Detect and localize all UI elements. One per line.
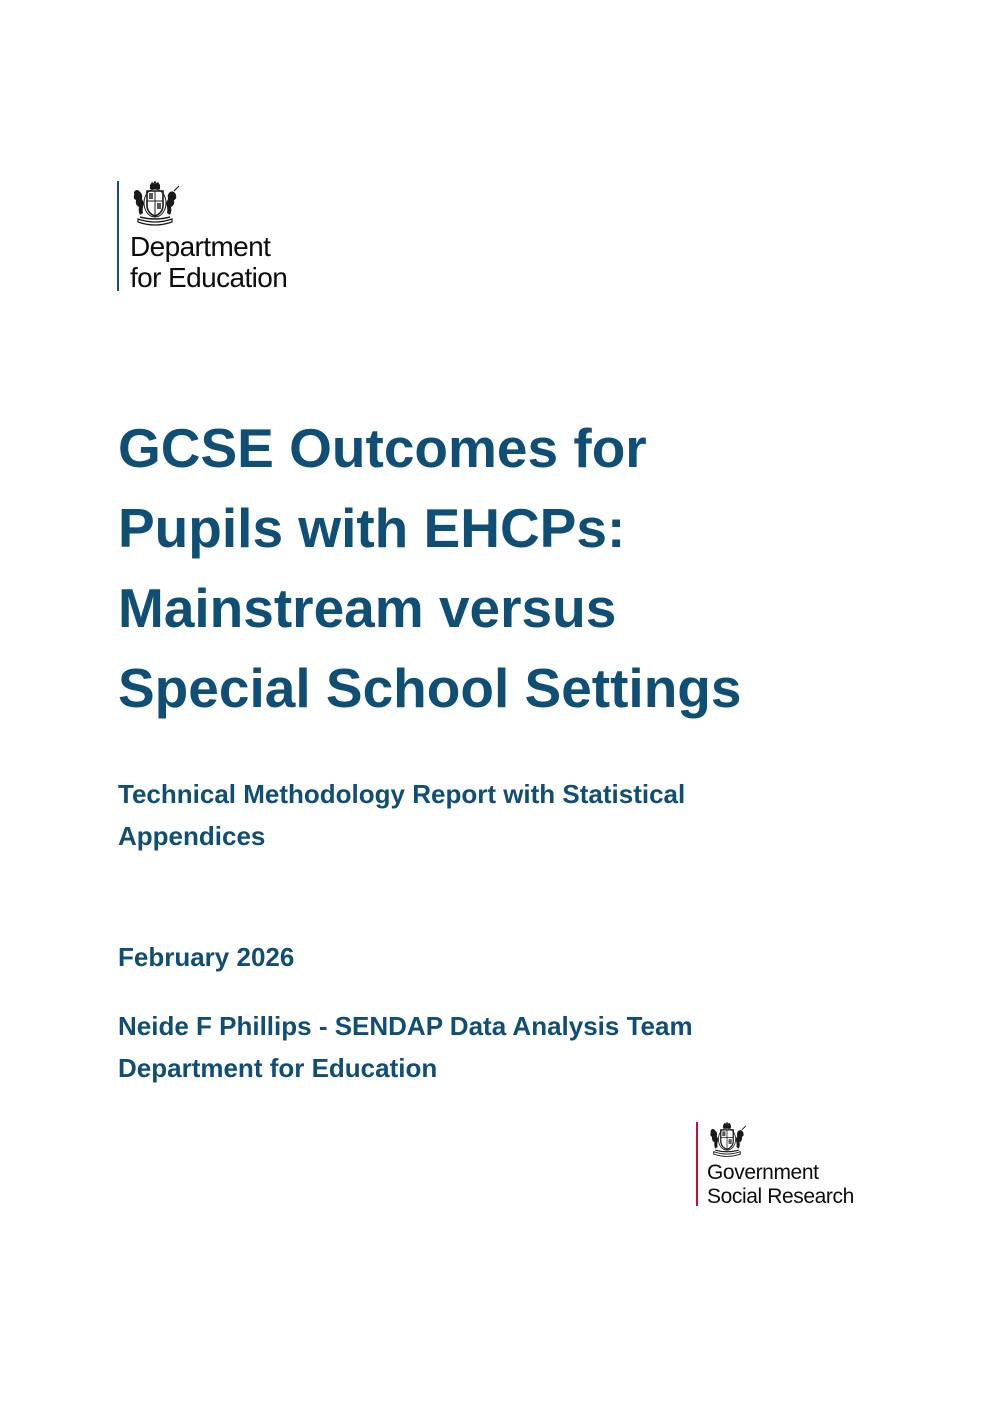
author-name-team: Neide F Phillips - SENDAP Data Analysis Team: [118, 1011, 693, 1041]
gsr-logo: [696, 1122, 854, 1208]
royal-coat-of-arms-icon: [130, 181, 180, 227]
report-title: [118, 408, 878, 728]
dfe-logo-text: [130, 231, 287, 293]
title-line: Pupils with EHCPs:: [118, 497, 626, 559]
subtitle-line: Appendices: [118, 821, 266, 851]
publication-date: February 2026: [118, 942, 295, 972]
title-line: GCSE Outcomes for: [118, 417, 647, 479]
gsr-logo-line2: Social Research: [707, 1185, 854, 1208]
dfe-logo: [117, 181, 288, 293]
dfe-logo-line1: Department: [130, 231, 271, 262]
title-line: Mainstream versus: [118, 577, 617, 639]
royal-coat-of-arms-icon: [707, 1122, 747, 1158]
author-organisation: Department for Education: [118, 1053, 438, 1083]
gsr-logo-text: [707, 1161, 854, 1209]
dfe-logo-line2: for Education: [130, 262, 288, 293]
title-line: Special School Settings: [118, 657, 742, 719]
report-subtitle: [118, 773, 818, 857]
subtitle-line: Technical Methodology Report with Statistical: [118, 779, 686, 809]
author-block: [118, 1005, 693, 1089]
gsr-logo-line1: Government: [707, 1161, 819, 1184]
